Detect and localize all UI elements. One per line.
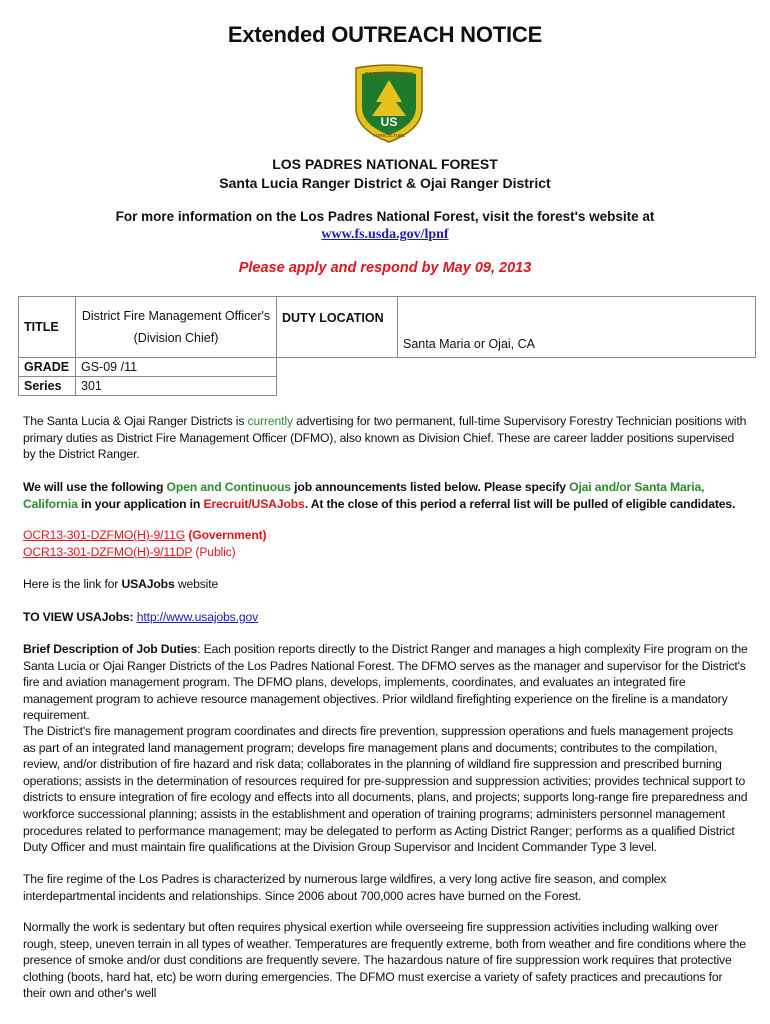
logo-bottom-text: AGRICULTURE — [372, 133, 406, 138]
fire-regime-paragraph: The fire regime of the Los Padres is characterized by numerous large wildfires, a very long active fire season, and complex interdepartmental incidents and relationships. Since 2006 about 700,000 acres have burned on the Forest. — [23, 872, 667, 903]
series-label: Series — [19, 377, 76, 396]
announce-text-d: . At the close of this period a referral list will be pulled of eligible candidates. — [304, 496, 736, 511]
link-intro-a: Here is the link for — [23, 577, 122, 591]
intro-paragraph — [23, 413, 748, 463]
table-row — [19, 377, 756, 396]
logo-letters: US — [380, 115, 398, 129]
announcement-link-public[interactable]: OCR13-301-DZFMO(H)-9/11DP — [23, 544, 193, 559]
intro-highlight: currently — [247, 414, 293, 428]
intro-text-b: advertising for two permanent, full-time Supervisory Forestry Technician positions with primary duties as District Fire Management Officer (DFMO), also known as Division Chief. These are career ladder positions supervised by the District Ranger. — [23, 414, 747, 462]
forest-name: LOS PADRES NATIONAL FOREST — [272, 156, 498, 172]
usajobs-intro — [23, 576, 748, 593]
table-row — [19, 358, 756, 377]
title-line-1: District Fire Management Officer's — [81, 309, 271, 323]
table-row — [19, 297, 756, 358]
page-title: Extended OUTREACH NOTICE — [227, 22, 543, 47]
duty-location-label: DUTY LOCATION — [277, 297, 398, 358]
series-value: 301 — [76, 377, 277, 396]
usajobs-link[interactable]: http://www.usajobs.gov — [136, 610, 259, 624]
view-label: TO VIEW USAJobs: — [23, 610, 134, 624]
announcement-paragraph — [23, 479, 748, 512]
public-tag: (Public) — [195, 544, 236, 559]
duty-location-value: Santa Maria or Ojai, CA — [398, 297, 756, 358]
intro-text-a: The Santa Lucia & Ojai Ranger Districts is — [23, 414, 248, 428]
usajobs-view-line — [23, 609, 748, 626]
forest-website-link[interactable]: www.fs.usda.gov/lpnf — [321, 227, 449, 242]
district-names: Santa Lucia Ranger District & Ojai Ranger District — [219, 175, 551, 191]
position-table — [18, 296, 756, 396]
announcement-item-government — [23, 527, 748, 544]
info-line: For more information on the Los Padres National Forest, visit the forest's website at — [115, 209, 655, 224]
duties-paragraph — [23, 641, 748, 724]
title-label: TITLE — [19, 297, 76, 358]
announce-text-b: job announcements listed below. Please specify — [290, 480, 570, 494]
title-line-2: (Division Chief) — [133, 331, 219, 345]
forest-service-shield-icon — [352, 64, 426, 144]
announcement-item-public — [23, 544, 748, 561]
open-continuous-text: Open and Continuous — [166, 480, 291, 494]
link-intro-c: website — [174, 577, 219, 591]
grade-label: GRADE — [19, 358, 76, 377]
announce-text-c: in your application in — [77, 496, 204, 511]
website-line — [0, 227, 770, 243]
duties-text: : Each position reports directly to the District Ranger and manages a high complexity Fire program on the Santa Lucia or Ojai Ranger Districts of the Los Padres National Forest. The DFMO serves as the manager and supervisor for the District's fire and aviation management program. The DFMO plans, develops, implements, coordinates, and evaluates an integrated fire management program to achieve resource management objectives. Prior wildland firefighting experience on the fireline is a mandatory requirement. — [23, 642, 748, 723]
grade-value: GS-09 /11 — [76, 358, 277, 377]
program-paragraph: The District's fire management program coordinates and directs fire prevention, suppression operations and fuels management projects as part of an integrated land management program; develops fire management plans and documents; contributes to the compilation, review, and/or distribution of fire hazard and risk data; collaborates in the planning of wildland fire suppression and prescribed burning operations; assists in the determination of resources required for pre-suppression and suppression activities; provides technical support to districts to ensure integration of fire ecology and effects into all documents, plans, and projects; supports long-range fire preparedness and workforce successional planning; assists in the establishment and operation of training programs; administers personnel management procedures related to performance management; may be delegated to perform as Acting District Ranger; performs as a qualified District Duty Officer and must maintain fire qualifications at the Division Group Supervisor and Incident Commander Type 3 level. — [23, 724, 748, 855]
erecruit-text: Erecruit/USAJobs — [203, 496, 305, 511]
work-conditions-paragraph: Normally the work is sedentary but often requires physical exertion while overseeing fire suppression activities including walking over rough, steep, uneven terrain in all types of weather. Temperatures are frequently extreme, both from weather and fire conditions where the presence of smoke and/or dust conditions are frequently severe. The hazardous nature of fire suppression work requires that protective clothing (boots, hard hat, etc) be worn during emergencies. The DFMO must exercise a variety of safety practices and precautions for their own and other's well — [23, 920, 746, 1001]
announce-text-a: We will use the following — [23, 480, 167, 494]
announcement-link-government[interactable]: OCR13-301-DZFMO(H)-9/11G — [23, 528, 186, 542]
link-intro-b: USAJobs — [121, 577, 175, 591]
duties-label: Brief Description of Job Duties — [23, 642, 198, 656]
title-value — [76, 297, 277, 358]
government-tag: (Government) — [188, 528, 267, 542]
announcement-links — [23, 527, 748, 560]
location-highlight: Ojai and/or Santa Maria, California — [23, 480, 705, 511]
logo-top-text: FOREST SERVICE — [365, 72, 413, 78]
deadline-notice: Please apply and respond by May 09, 2013 — [238, 260, 532, 276]
